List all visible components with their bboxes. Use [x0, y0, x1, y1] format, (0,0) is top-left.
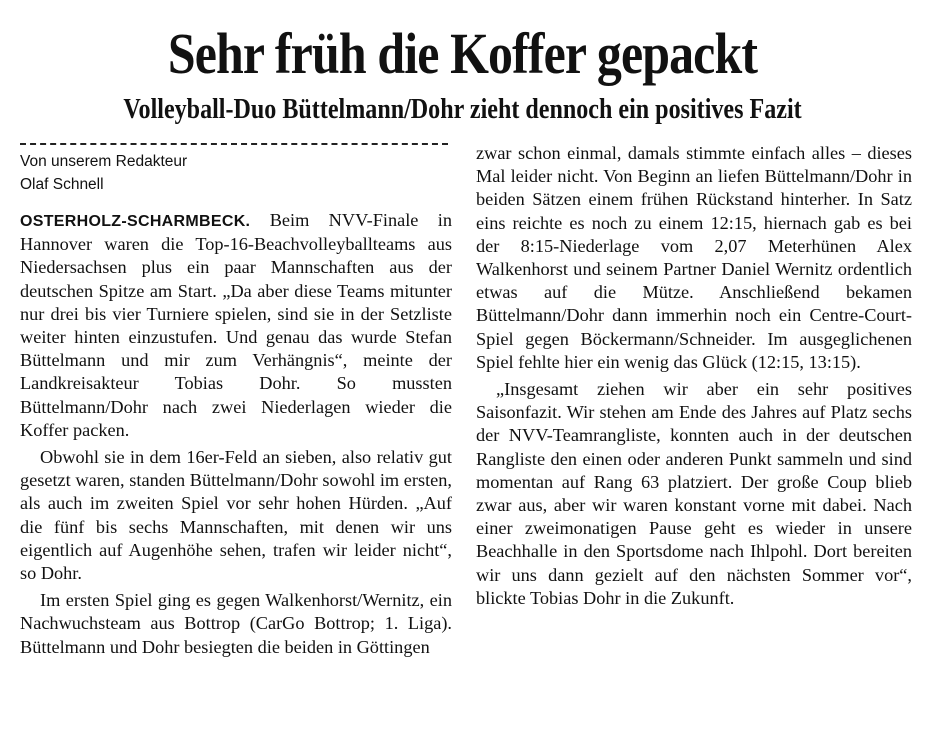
paragraph-2: Obwohl sie in dem 16er-Feld an sieben, also relativ gut gesetzt waren, standen Büttelmann/Dohr sowohl im ersten, als auch im zweiten Spiel vor sehr hohen Hürden. „Auf die fünf bis sechs Mannschaften, mit denen wir uns eigentlich auf Augenhöhe sehen, trafen wir leider nicht“, so Dohr. — [20, 447, 452, 584]
paragraph-1 — [20, 209, 452, 442]
paragraph-5: „Insgesamt ziehen wir aber ein sehr positives Saisonfazit. Wir stehen am Ende des Jahres auf Platz sechs der NVV-Teamrangliste, konnten auch in der deutschen Rangliste den einen oder anderen Punkt sammeln und sind momentan auf Rang 63 platziert. Der große Coup blieb zwar aus, aber wir waren konstant vorne mit dabei. Nach einer zweimonatigen Pause geht es wieder in unsere Beachhalle in den Sportsdome nach Ihlpohl. Dort bereiten wir uns dann gezielt auf den nächsten Sommer vor“, blickte Tobias Dohr in die Zukunft. — [476, 379, 912, 608]
headline: Sehr früh die Koffer gepackt — [167, 21, 758, 86]
subheadline: Volleyball-Duo Büttelmann/Dohr zieht dennoch ein positives Fazit — [123, 94, 802, 125]
paragraph-4: zwar schon einmal, damals stimmte einfach alles – dieses Mal leider nicht. Von Beginn an liefen Büttelmann/Dohr in beiden Sätzen einem frühen Rückstand hinterher. In Satz eins reichte es noch zu einem 12:15, hiernach gab es bei der 8:15-Niederlage vom 2,07 Meterhünen Alex Walkenhorst und seinem Partner Daniel Wernitz ordentlich etwas auf die Mütze. Anschließend bekamen Büttelmann/Dohr dann immerhin noch ein Centre-Court-Spiel gegen Böckermann/Schneider. Im ausgeglichenen Spiel fehlte hier ein wenig das Glück (12:15, 13:15). — [476, 143, 912, 372]
dateline: OSTERHOLZ-SCHARMBECK. — [20, 213, 251, 230]
paragraph-1-text: Beim NVV-Finale in Hannover waren die Top-16-Beachvolleyballteams aus Niedersachsen plus ein paar Mannschaften aus der deutschen Spitze am Start. „Da aber diese Teams mitunter nur drei bis vier Turniere spielen, sind sie in der Setzliste weiter hinten einzustufen. Und genau das wurde Stefan Büttelmann und mir zum Verhängnis“, meinte der Landkreisakteur Tobias Dohr. So mussten Büttelmann/Dohr nach zwei Niederlagen wieder die Koffer packen. — [20, 210, 452, 440]
author-name: Olaf Schnell — [20, 176, 104, 193]
byline: Von unserem Redakteur — [20, 153, 188, 170]
byline-divider — [20, 143, 448, 145]
left-column — [20, 209, 452, 663]
right-column — [476, 142, 912, 614]
paragraph-3: Im ersten Spiel ging es gegen Walkenhorst/Wernitz, ein Nachwuchsteam aus Bottrop (CarGo Bottrop; 1. Liga). Büttelmann und Dohr besiegten die beiden in Göttingen — [20, 590, 452, 657]
byline-block — [20, 150, 450, 196]
